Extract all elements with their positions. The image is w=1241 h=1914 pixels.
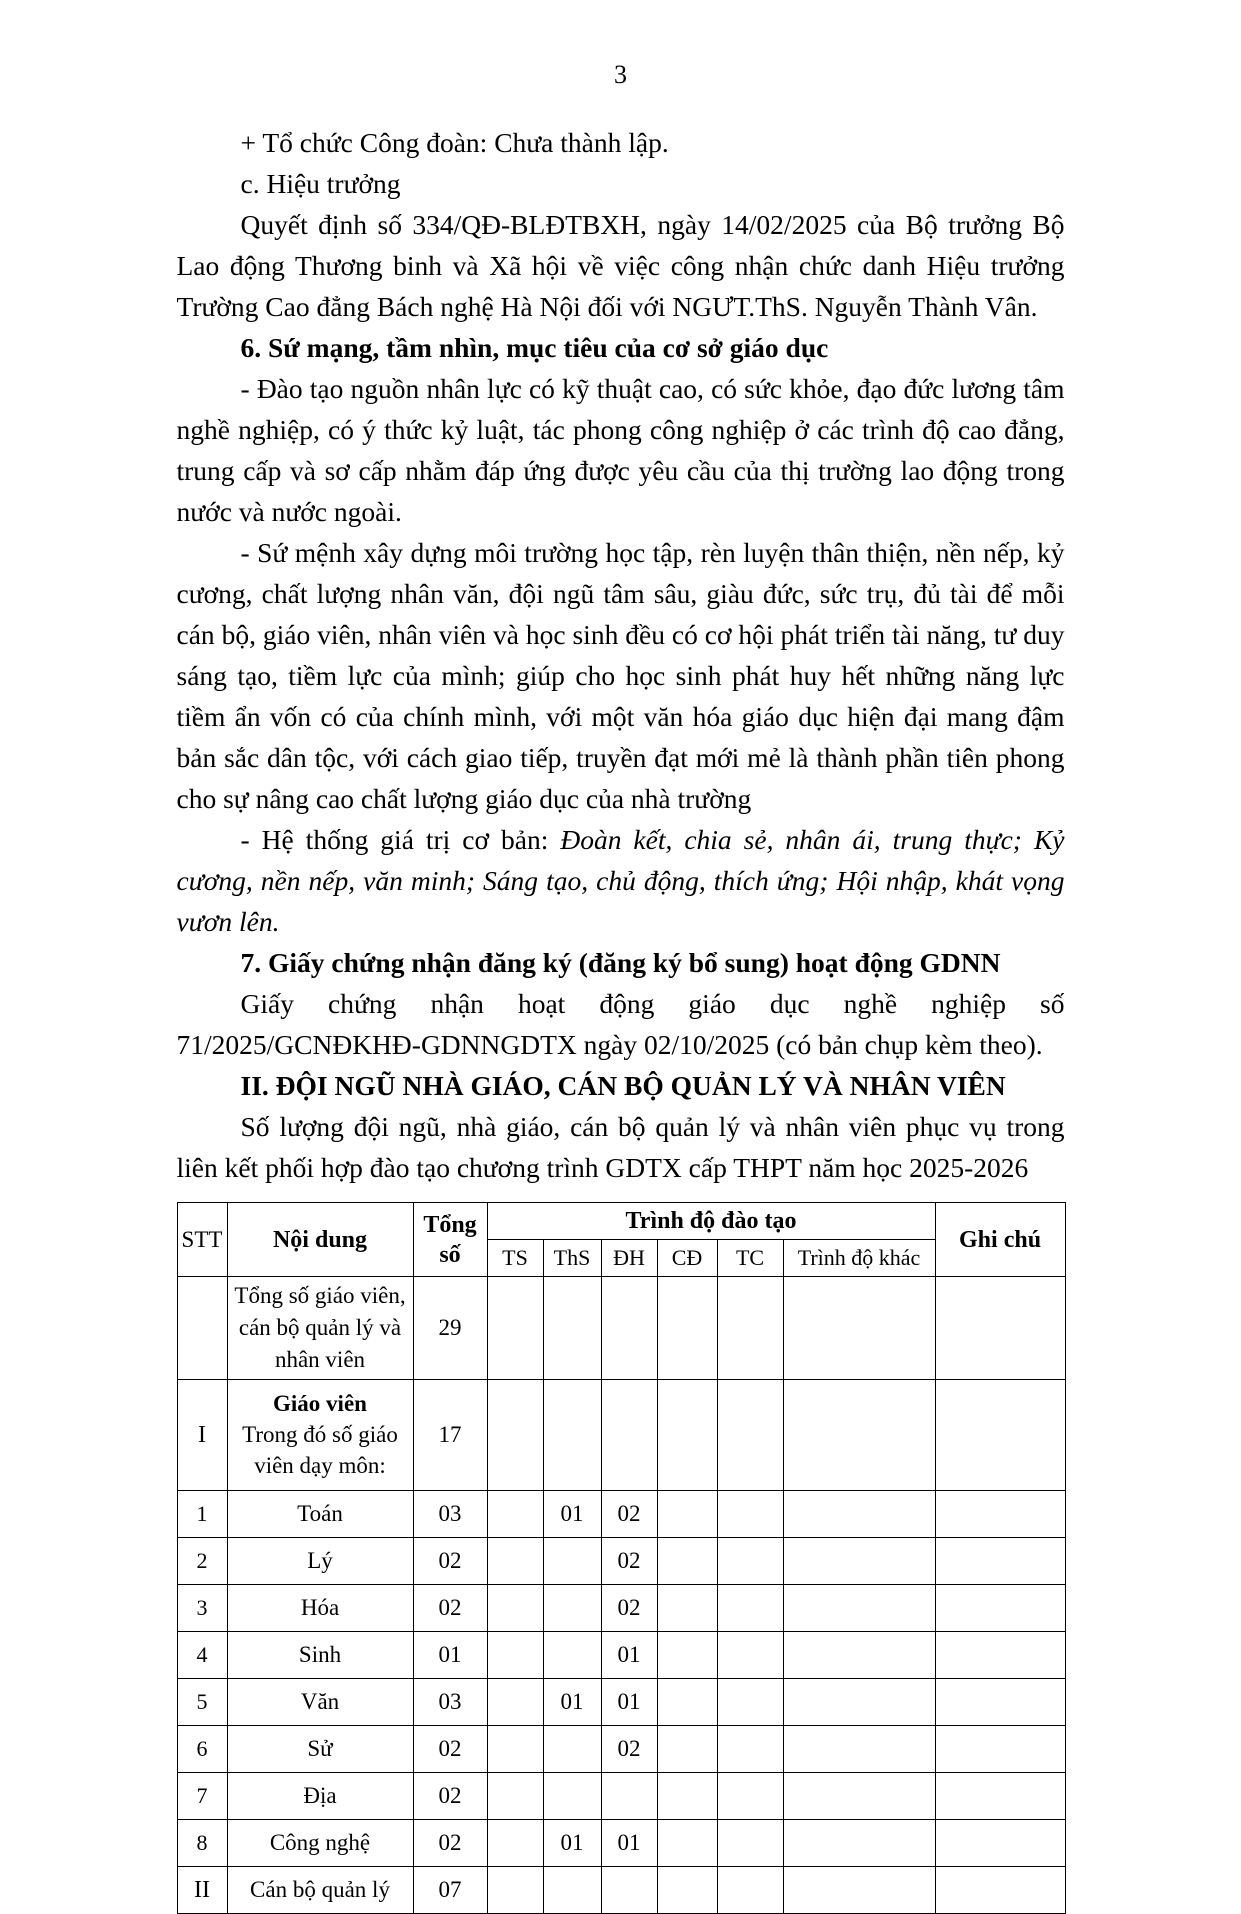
cell-dh	[601, 1277, 657, 1380]
paragraph-core-values	[177, 819, 1065, 942]
cell-tc	[717, 1773, 783, 1820]
table-row	[177, 1277, 1065, 1380]
table-row	[177, 1773, 1065, 1820]
cell-cd	[657, 1538, 717, 1585]
table-row	[177, 1585, 1065, 1632]
cell-cd	[657, 1380, 717, 1491]
page-number: 3	[614, 60, 627, 89]
cell-ths: 01	[543, 1820, 601, 1867]
cell-tc	[717, 1380, 783, 1491]
cell-ths	[543, 1380, 601, 1491]
heading-section-II: II. ĐỘI NGŨ NHÀ GIÁO, CÁN BỘ QUẢN LÝ VÀ NHÂN VIÊN	[240, 1070, 1006, 1101]
header-trinh-do-dao-tao: Trình độ đào tạo	[487, 1203, 935, 1240]
header-tong-so: Tổng số	[413, 1203, 487, 1277]
staff-table	[177, 1202, 1066, 1914]
cell-ths	[543, 1277, 601, 1380]
header-ths: ThS	[543, 1240, 601, 1277]
cell-noi-dung: Sử	[227, 1726, 413, 1773]
header-trinh-do-khac: Trình độ khác	[783, 1240, 935, 1277]
cell-ghi-chu	[935, 1585, 1065, 1632]
cell-tong-so: 01	[413, 1632, 487, 1679]
cell-trinh-do-khac	[783, 1538, 935, 1585]
cell-cd	[657, 1585, 717, 1632]
table-header-row-1	[177, 1203, 1065, 1240]
cell-tong-so: 03	[413, 1679, 487, 1726]
cell-ths	[543, 1538, 601, 1585]
table-header	[177, 1203, 1065, 1277]
cell-noi-dung: Lý	[227, 1538, 413, 1585]
cell-ts	[487, 1773, 543, 1820]
table-row	[177, 1380, 1065, 1491]
paragraph-mission-2: - Sứ mệnh xây dựng môi trường học tập, rèn luyện thân thiện, nền nếp, kỷ cương, chất lượng nhân văn, đội ngũ tâm sâu, giàu đức, sức trụ, đủ tài để mỗi cán bộ, giáo viên, nhân viên và học sinh đều có cơ hội phát triển tài năng, tư duy sáng tạo, tiềm lực của mình; giúp cho học sinh phát huy hết những năng lực tiềm ẩn vốn có của chính mình, với một văn hóa giáo dục hiện đại mang đậm bản sắc dân tộc, với cách giao tiếp, truyền đạt mới mẻ là thành phần tiên phong cho sự nâng cao chất lượng giáo dục của nhà trường	[176, 537, 1065, 814]
cell-ths	[543, 1726, 601, 1773]
cell-dh: 02	[601, 1538, 657, 1585]
cell-group-subtitle: Trong đó số giáo viên dạy môn:	[242, 1422, 398, 1478]
cell-noi-dung: Toán	[227, 1491, 413, 1538]
cell-tong-so: 02	[413, 1538, 487, 1585]
cell-tc	[717, 1538, 783, 1585]
core-values-list: Đoàn kết, chia sẻ, nhân ái, trung thực; Kỷ cương, nền nếp, văn minh; Sáng tạo, chủ động, thích ứng; Hội nhập, khát vọng vươn lên.	[176, 824, 1065, 937]
cell-group-title: Giáo viên	[273, 1391, 367, 1416]
cell-dh: 01	[601, 1632, 657, 1679]
cell-tong-so: 07	[413, 1867, 487, 1914]
cell-noi-dung: Địa	[227, 1773, 413, 1820]
cell-ghi-chu	[935, 1726, 1065, 1773]
cell-stt: 6	[177, 1726, 227, 1773]
cell-cd	[657, 1632, 717, 1679]
cell-ts	[487, 1867, 543, 1914]
cell-trinh-do-khac	[783, 1632, 935, 1679]
cell-tong-so: 02	[413, 1820, 487, 1867]
cell-cd	[657, 1277, 717, 1380]
cell-stt: 5	[177, 1679, 227, 1726]
table-row	[177, 1632, 1065, 1679]
document-body	[177, 122, 1065, 1914]
cell-ts	[487, 1585, 543, 1632]
cell-ghi-chu	[935, 1277, 1065, 1380]
cell-ghi-chu	[935, 1867, 1065, 1914]
cell-ths	[543, 1773, 601, 1820]
cell-ths	[543, 1632, 601, 1679]
cell-ths: 01	[543, 1491, 601, 1538]
cell-noi-dung: Công nghệ	[227, 1820, 413, 1867]
cell-ghi-chu	[935, 1380, 1065, 1491]
header-tc: TC	[717, 1240, 783, 1277]
cell-ths	[543, 1585, 601, 1632]
cell-stt: II	[177, 1867, 227, 1914]
cell-noi-dung	[227, 1380, 413, 1491]
paragraph-principal-label: c. Hiệu trưởng	[240, 168, 401, 199]
table-body	[177, 1277, 1065, 1914]
cell-tong-so: 02	[413, 1773, 487, 1820]
cell-cd	[657, 1773, 717, 1820]
paragraph-union: + Tổ chức Công đoàn: Chưa thành lập.	[240, 127, 669, 158]
cell-cd	[657, 1820, 717, 1867]
cell-tong-so: 03	[413, 1491, 487, 1538]
cell-cd	[657, 1679, 717, 1726]
cell-dh: 02	[601, 1726, 657, 1773]
table-row	[177, 1867, 1065, 1914]
cell-ts	[487, 1538, 543, 1585]
table-row	[177, 1679, 1065, 1726]
cell-ts	[487, 1726, 543, 1773]
cell-stt: I	[177, 1380, 227, 1491]
cell-tc	[717, 1491, 783, 1538]
cell-ghi-chu	[935, 1491, 1065, 1538]
table-row	[177, 1491, 1065, 1538]
cell-ghi-chu	[935, 1538, 1065, 1585]
heading-section-7: 7. Giấy chứng nhận đăng ký (đăng ký bổ sung) hoạt động GDNN	[240, 947, 1001, 978]
cell-trinh-do-khac	[783, 1491, 935, 1538]
cell-tong-so: 17	[413, 1380, 487, 1491]
cell-trinh-do-khac	[783, 1380, 935, 1491]
cell-trinh-do-khac	[783, 1585, 935, 1632]
paragraph-decision: Quyết định số 334/QĐ-BLĐTBXH, ngày 14/02/2025 của Bộ trưởng Bộ Lao động Thương binh và Xã hội về việc công nhận chức danh Hiệu trưởng Trường Cao đẳng Bách nghệ Hà Nội đối với NGƯT.ThS. Nguyễn Thành Vân.	[176, 209, 1065, 322]
cell-trinh-do-khac	[783, 1820, 935, 1867]
cell-ts	[487, 1380, 543, 1491]
cell-trinh-do-khac	[783, 1773, 935, 1820]
cell-tc	[717, 1585, 783, 1632]
cell-dh	[601, 1773, 657, 1820]
cell-stt: 4	[177, 1632, 227, 1679]
cell-stt: 1	[177, 1491, 227, 1538]
cell-tc	[717, 1867, 783, 1914]
cell-trinh-do-khac	[783, 1726, 935, 1773]
cell-trinh-do-khac	[783, 1679, 935, 1726]
table-row	[177, 1820, 1065, 1867]
cell-noi-dung: Tổng số giáo viên, cán bộ quản lý và nhân viên	[227, 1277, 413, 1380]
header-cd: CĐ	[657, 1240, 717, 1277]
cell-trinh-do-khac	[783, 1867, 935, 1914]
cell-stt	[177, 1277, 227, 1380]
cell-stt: 7	[177, 1773, 227, 1820]
table-row	[177, 1726, 1065, 1773]
cell-dh: 02	[601, 1491, 657, 1538]
cell-stt: 3	[177, 1585, 227, 1632]
paragraph-table-intro: Số lượng đội ngũ, nhà giáo, cán bộ quản lý và nhân viên phục vụ trong liên kết phối hợp đào tạo chương trình GDTX cấp THPT năm học 2025-2026	[176, 1111, 1065, 1183]
cell-ts	[487, 1277, 543, 1380]
cell-tc	[717, 1820, 783, 1867]
cell-tong-so: 02	[413, 1726, 487, 1773]
cell-ghi-chu	[935, 1820, 1065, 1867]
cell-ts	[487, 1820, 543, 1867]
cell-stt: 2	[177, 1538, 227, 1585]
cell-ts	[487, 1632, 543, 1679]
cell-cd	[657, 1491, 717, 1538]
cell-trinh-do-khac	[783, 1277, 935, 1380]
header-noi-dung: Nội dung	[227, 1203, 413, 1277]
cell-tc	[717, 1726, 783, 1773]
heading-section-6: 6. Sứ mạng, tầm nhìn, mục tiêu của cơ sở giáo dục	[240, 332, 829, 363]
cell-ths: 01	[543, 1679, 601, 1726]
cell-dh: 02	[601, 1585, 657, 1632]
cell-tc	[717, 1277, 783, 1380]
cell-cd	[657, 1726, 717, 1773]
table-row	[177, 1538, 1065, 1585]
cell-ghi-chu	[935, 1773, 1065, 1820]
cell-tong-so: 02	[413, 1585, 487, 1632]
header-dh: ĐH	[601, 1240, 657, 1277]
cell-dh	[601, 1867, 657, 1914]
core-values-lead: - Hệ thống giá trị cơ bản:	[240, 824, 561, 855]
cell-ts	[487, 1491, 543, 1538]
cell-dh: 01	[601, 1820, 657, 1867]
cell-stt: 8	[177, 1820, 227, 1867]
header-ghi-chu: Ghi chú	[935, 1203, 1065, 1277]
cell-tc	[717, 1679, 783, 1726]
cell-dh	[601, 1380, 657, 1491]
cell-ths	[543, 1867, 601, 1914]
header-ts: TS	[487, 1240, 543, 1277]
cell-noi-dung: Cán bộ quản lý	[227, 1867, 413, 1914]
cell-noi-dung: Sinh	[227, 1632, 413, 1679]
cell-noi-dung: Hóa	[227, 1585, 413, 1632]
cell-ghi-chu	[935, 1632, 1065, 1679]
cell-tc	[717, 1632, 783, 1679]
cell-ghi-chu	[935, 1679, 1065, 1726]
paragraph-mission-1: - Đào tạo nguồn nhân lực có kỹ thuật cao, có sức khỏe, đạo đức lương tâm nghề nghiệp, có ý thức kỷ luật, tác phong công nghiệp ở các trình độ cao đẳng, trung cấp và sơ cấp nhằm đáp ứng được yêu cầu của thị trường lao động trong nước và nước ngoài.	[176, 373, 1065, 527]
paragraph-certificate: Giấy chứng nhận hoạt động giáo dục nghề nghiệp số 71/2025/GCNĐKHĐ-GDNNGDTX ngày 02/10/2025 (có bản chụp kèm theo).	[176, 988, 1065, 1060]
cell-ts	[487, 1679, 543, 1726]
cell-tong-so: 29	[413, 1277, 487, 1380]
header-stt: STT	[177, 1203, 227, 1277]
cell-dh: 01	[601, 1679, 657, 1726]
cell-noi-dung: Văn	[227, 1679, 413, 1726]
cell-cd	[657, 1867, 717, 1914]
